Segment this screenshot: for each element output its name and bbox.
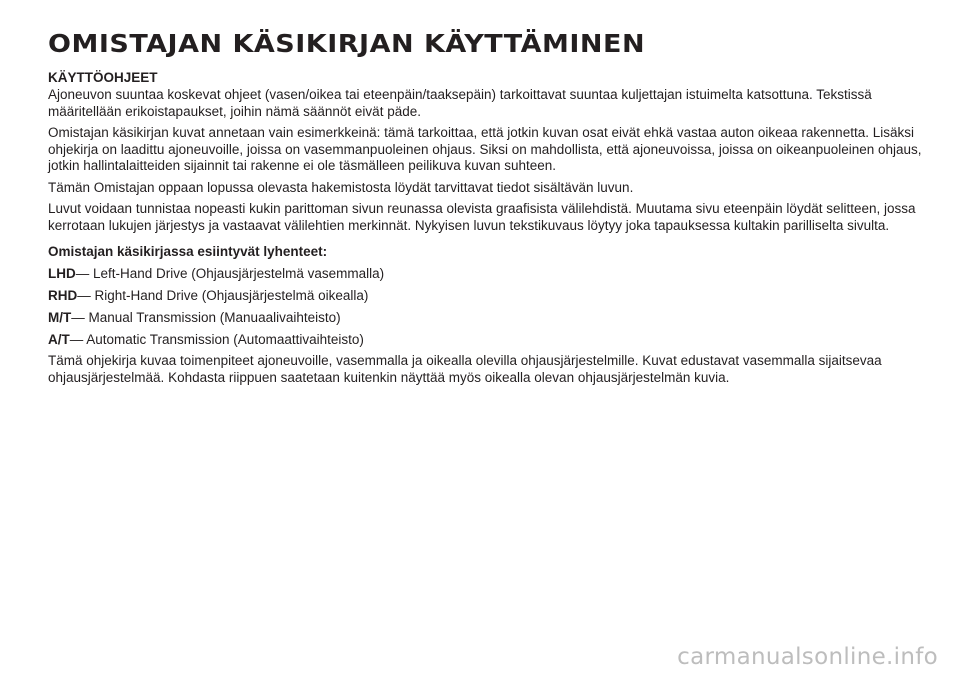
abbreviation-text: — Right-Hand Drive (Ohjausjärjestelmä oikealla)	[77, 288, 369, 303]
abbreviation-key: A/T	[48, 332, 70, 347]
paragraph-illustrations: Omistajan käsikirjan kuvat annetaan vain esimerkkeinä: tämä tarkoittaa, että jotkin kuvan osat eivät ehkä vastaa auton oikeaa rakennetta. Lisäksi ohjekirja on laadittu ajoneuvoille, joissa on vasemmanpuoleinen ohjaus. Siksi on mahdollista, että ajoneuvoissa, joissa on oikeanpuoleinen ohjaus, jotkin hallintalaitteiden sijainnit tai rakenne ei ole täsmälleen peilikuva kuvan suhteen.	[48, 125, 922, 173]
paragraph-chapters: Luvut voidaan tunnistaa nopeasti kukin parittoman sivun reunassa olevista graafisista välilehdistä. Muutama sivu eteenpäin löydät selitteen, jossa kerrotaan lukujen järjestys ja vastaavat välilehtien merkinnät. Nykyisen luvun tekstikuvaus löytyy joka tapauksessa kultakin parilliselta sivulta.	[48, 201, 916, 233]
paragraph-index: Tämän Omistajan oppaan lopussa olevasta hakemistosta löydät tarvittavat tiedot sisältävän luvun.	[48, 179, 634, 195]
abbreviation-item	[48, 309, 928, 326]
page-title: OMISTAJAN KÄSIKIRJAN KÄYTTÄMINEN	[48, 30, 646, 59]
watermark: carmanualsonline.info	[677, 644, 938, 670]
manual-page	[48, 30, 928, 391]
paragraph-directions: Ajoneuvon suuntaa koskevat ohjeet (vasen/oikea tai eteenpäin/taaksepäin) tarkoittavat suuntaa kuljettajan istuimelta katsottuna. Tekstissä määritellään erikoistapaukset, joihin nämä säännöt eivät päde.	[48, 87, 872, 119]
abbreviation-item	[48, 287, 928, 304]
abbreviation-key: LHD	[48, 266, 76, 281]
abbreviation-text: — Automatic Transmission (Automaattivaihteisto)	[69, 332, 364, 347]
abbreviation-item	[48, 331, 928, 348]
section-subheading: KÄYTTÖOHJEET	[48, 70, 158, 85]
paragraph-closing: Tämä ohjekirja kuvaa toimenpiteet ajoneuvoille, vasemmalla ja oikealla olevilla ohjausjärjestelmille. Kuvat edustavat vasemmalla sijaitsevaa ohjausjärjestelmää. Kohdasta riippuen saatetaan kuitenkin näyttää myös oikealla olevan ohjausjärjestelmän kuvia.	[48, 353, 882, 385]
abbreviation-key: RHD	[48, 288, 78, 303]
abbreviation-text: — Manual Transmission (Manuaalivaihteisto)	[71, 310, 341, 325]
abbreviation-text: — Left-Hand Drive (Ohjausjärjestelmä vasemmalla)	[75, 266, 385, 281]
abbreviations-heading: Omistajan käsikirjassa esiintyvät lyhenteet:	[48, 244, 328, 259]
abbreviation-key: M/T	[48, 310, 72, 325]
abbreviation-item	[48, 265, 928, 282]
